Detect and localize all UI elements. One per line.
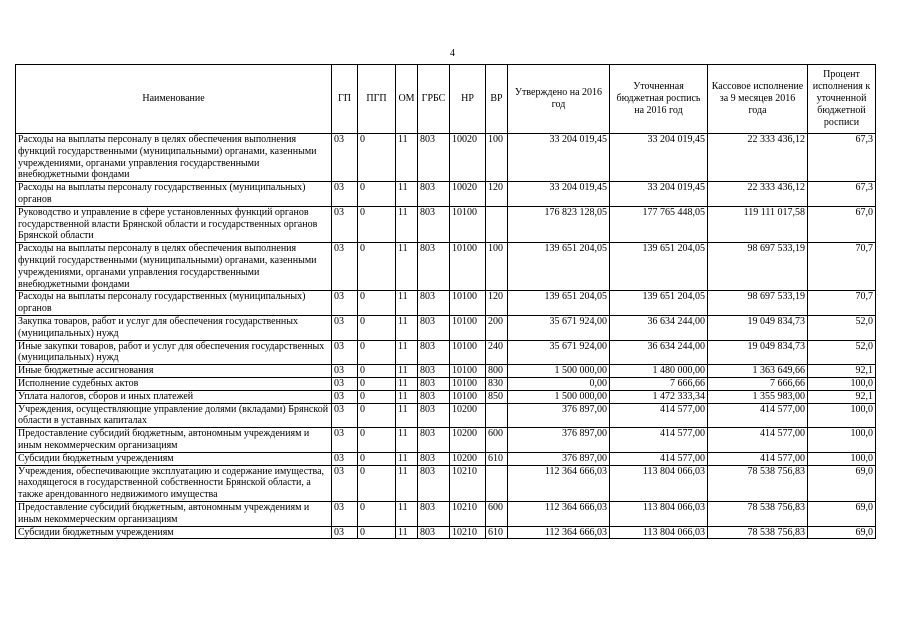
cell-om: 11 (396, 206, 418, 242)
cell-refined: 113 804 066,03 (610, 526, 708, 539)
cell-pgp: 0 (358, 243, 396, 291)
cell-refined: 414 577,00 (610, 452, 708, 465)
cell-percent: 69,0 (808, 465, 876, 501)
cell-approved: 33 204 019,45 (508, 134, 610, 182)
cell-cash: 19 049 834,73 (708, 340, 808, 365)
cell-grbs: 803 (418, 365, 450, 378)
table-row (16, 134, 876, 182)
cell-gp: 03 (332, 243, 358, 291)
cell-om: 11 (396, 403, 418, 428)
cell-gp: 03 (332, 206, 358, 242)
table-row (16, 526, 876, 539)
cell-om: 11 (396, 526, 418, 539)
cell-pgp: 0 (358, 182, 396, 207)
cell-name: Предоставление субсидий бюджетным, автономным учреждениям и иным некоммерческим организациям (16, 428, 332, 453)
cell-refined: 7 666,66 (610, 377, 708, 390)
cell-refined: 113 804 066,03 (610, 465, 708, 501)
cell-refined: 36 634 244,00 (610, 340, 708, 365)
cell-percent: 52,0 (808, 315, 876, 340)
cell-np: 10210 (450, 526, 486, 539)
cell-vr: 800 (486, 365, 508, 378)
cell-pgp: 0 (358, 390, 396, 403)
cell-approved: 1 500 000,00 (508, 390, 610, 403)
cell-refined: 414 577,00 (610, 403, 708, 428)
cell-gp: 03 (332, 315, 358, 340)
cell-name: Руководство и управление в сфере установленных функций органов государственной власти Брянской области и государственных органов Брянской области (16, 206, 332, 242)
cell-pgp: 0 (358, 377, 396, 390)
cell-pgp: 0 (358, 501, 396, 526)
cell-gp: 03 (332, 452, 358, 465)
cell-np: 10200 (450, 452, 486, 465)
budget-table (15, 64, 876, 539)
cell-name: Расходы на выплаты персоналу в целях обеспечения выполнения функций государственными (муниципальными) органами, казенными учреждениями, органами управления государственными внебюджетными фондами (16, 134, 332, 182)
header-np: НР (450, 65, 486, 134)
cell-gp: 03 (332, 365, 358, 378)
cell-percent: 70,7 (808, 291, 876, 316)
cell-gp: 03 (332, 390, 358, 403)
cell-gp: 03 (332, 403, 358, 428)
cell-vr: 610 (486, 526, 508, 539)
cell-cash: 98 697 533,19 (708, 243, 808, 291)
table-row (16, 291, 876, 316)
cell-vr: 120 (486, 182, 508, 207)
cell-vr (486, 465, 508, 501)
cell-gp: 03 (332, 291, 358, 316)
table-row (16, 377, 876, 390)
cell-pgp: 0 (358, 206, 396, 242)
cell-np: 10210 (450, 501, 486, 526)
cell-grbs: 803 (418, 428, 450, 453)
header-pgp: ПГП (358, 65, 396, 134)
cell-grbs: 803 (418, 452, 450, 465)
table-row (16, 501, 876, 526)
cell-np: 10200 (450, 403, 486, 428)
cell-cash: 1 355 983,00 (708, 390, 808, 403)
cell-refined: 36 634 244,00 (610, 315, 708, 340)
table-header-row (16, 65, 876, 134)
cell-approved: 33 204 019,45 (508, 182, 610, 207)
cell-approved: 376 897,00 (508, 428, 610, 453)
header-vr: ВР (486, 65, 508, 134)
cell-om: 11 (396, 390, 418, 403)
cell-om: 11 (396, 377, 418, 390)
cell-cash: 119 111 017,58 (708, 206, 808, 242)
cell-name: Субсидии бюджетным учреждениям (16, 452, 332, 465)
cell-np: 10100 (450, 291, 486, 316)
cell-grbs: 803 (418, 243, 450, 291)
cell-cash: 414 577,00 (708, 403, 808, 428)
cell-percent: 69,0 (808, 526, 876, 539)
cell-approved: 376 897,00 (508, 452, 610, 465)
cell-refined: 177 765 448,05 (610, 206, 708, 242)
cell-approved: 112 364 666,03 (508, 465, 610, 501)
cell-refined: 1 472 333,34 (610, 390, 708, 403)
cell-refined: 33 204 019,45 (610, 134, 708, 182)
cell-om: 11 (396, 315, 418, 340)
cell-vr: 610 (486, 452, 508, 465)
cell-cash: 7 666,66 (708, 377, 808, 390)
table-row (16, 206, 876, 242)
cell-om: 11 (396, 182, 418, 207)
cell-np: 10100 (450, 315, 486, 340)
cell-percent: 69,0 (808, 501, 876, 526)
cell-grbs: 803 (418, 465, 450, 501)
cell-om: 11 (396, 340, 418, 365)
table-row (16, 340, 876, 365)
cell-approved: 112 364 666,03 (508, 501, 610, 526)
cell-vr (486, 206, 508, 242)
cell-approved: 176 823 128,05 (508, 206, 610, 242)
cell-cash: 78 538 756,83 (708, 501, 808, 526)
cell-name: Уплата налогов, сборов и иных платежей (16, 390, 332, 403)
cell-grbs: 803 (418, 501, 450, 526)
table-row (16, 390, 876, 403)
header-cash: Кассовое исполнение за 9 месяцев 2016 года (708, 65, 808, 134)
cell-vr: 830 (486, 377, 508, 390)
cell-cash: 414 577,00 (708, 452, 808, 465)
cell-approved: 139 651 204,05 (508, 291, 610, 316)
cell-percent: 52,0 (808, 340, 876, 365)
cell-name: Предоставление субсидий бюджетным, автономным учреждениям и иным некоммерческим организациям (16, 501, 332, 526)
cell-pgp: 0 (358, 291, 396, 316)
cell-cash: 1 363 649,66 (708, 365, 808, 378)
cell-percent: 70,7 (808, 243, 876, 291)
cell-pgp: 0 (358, 452, 396, 465)
cell-om: 11 (396, 365, 418, 378)
cell-grbs: 803 (418, 182, 450, 207)
header-grbs: ГРБС (418, 65, 450, 134)
cell-name: Субсидии бюджетным учреждениям (16, 526, 332, 539)
cell-om: 11 (396, 134, 418, 182)
cell-cash: 98 697 533,19 (708, 291, 808, 316)
header-name: Наименование (16, 65, 332, 134)
cell-name: Исполнение судебных актов (16, 377, 332, 390)
cell-np: 10020 (450, 134, 486, 182)
cell-np: 10100 (450, 206, 486, 242)
cell-vr: 240 (486, 340, 508, 365)
cell-vr: 600 (486, 501, 508, 526)
cell-refined: 33 204 019,45 (610, 182, 708, 207)
cell-percent: 92,1 (808, 365, 876, 378)
cell-vr: 120 (486, 291, 508, 316)
cell-grbs: 803 (418, 134, 450, 182)
cell-om: 11 (396, 501, 418, 526)
cell-pgp: 0 (358, 428, 396, 453)
cell-np: 10210 (450, 465, 486, 501)
table-row (16, 452, 876, 465)
cell-om: 11 (396, 291, 418, 316)
header-approved: Утверждено на 2016 год (508, 65, 610, 134)
table-row (16, 365, 876, 378)
cell-grbs: 803 (418, 291, 450, 316)
cell-cash: 22 333 436,12 (708, 182, 808, 207)
cell-vr (486, 403, 508, 428)
cell-percent: 100,0 (808, 428, 876, 453)
header-refined: Уточненная бюджетная роспись на 2016 год (610, 65, 708, 134)
cell-gp: 03 (332, 182, 358, 207)
cell-pgp: 0 (358, 403, 396, 428)
cell-percent: 100,0 (808, 377, 876, 390)
cell-refined: 139 651 204,05 (610, 243, 708, 291)
cell-grbs: 803 (418, 403, 450, 428)
table-row (16, 403, 876, 428)
table-body (16, 134, 876, 539)
cell-om: 11 (396, 243, 418, 291)
cell-name: Расходы на выплаты персоналу государственных (муниципальных) органов (16, 182, 332, 207)
cell-np: 10100 (450, 377, 486, 390)
cell-approved: 112 364 666,03 (508, 526, 610, 539)
cell-refined: 113 804 066,03 (610, 501, 708, 526)
cell-percent: 67,3 (808, 134, 876, 182)
cell-np: 10100 (450, 243, 486, 291)
cell-vr: 200 (486, 315, 508, 340)
cell-name: Закупка товаров, работ и услуг для обеспечения государственных (муниципальных) нужд (16, 315, 332, 340)
cell-approved: 376 897,00 (508, 403, 610, 428)
table-row (16, 243, 876, 291)
cell-om: 11 (396, 465, 418, 501)
cell-grbs: 803 (418, 206, 450, 242)
cell-refined: 139 651 204,05 (610, 291, 708, 316)
cell-om: 11 (396, 452, 418, 465)
cell-pgp: 0 (358, 340, 396, 365)
cell-name: Расходы на выплаты персоналу государственных (муниципальных) органов (16, 291, 332, 316)
cell-percent: 100,0 (808, 452, 876, 465)
header-om: ОМ (396, 65, 418, 134)
cell-np: 10200 (450, 428, 486, 453)
cell-percent: 67,3 (808, 182, 876, 207)
cell-np: 10100 (450, 365, 486, 378)
table-row (16, 315, 876, 340)
cell-approved: 1 500 000,00 (508, 365, 610, 378)
cell-approved: 0,00 (508, 377, 610, 390)
cell-name: Иные закупки товаров, работ и услуг для обеспечения государственных (муниципальных) нужд (16, 340, 332, 365)
cell-grbs: 803 (418, 315, 450, 340)
header-percent: Процент исполнения к уточненной бюджетной росписи (808, 65, 876, 134)
cell-vr: 100 (486, 243, 508, 291)
cell-approved: 35 671 924,00 (508, 340, 610, 365)
cell-percent: 92,1 (808, 390, 876, 403)
cell-gp: 03 (332, 501, 358, 526)
cell-refined: 414 577,00 (610, 428, 708, 453)
cell-np: 10100 (450, 390, 486, 403)
cell-gp: 03 (332, 377, 358, 390)
cell-pgp: 0 (358, 315, 396, 340)
cell-percent: 67,0 (808, 206, 876, 242)
cell-np: 10100 (450, 340, 486, 365)
header-gp: ГП (332, 65, 358, 134)
cell-gp: 03 (332, 340, 358, 365)
cell-refined: 1 480 000,00 (610, 365, 708, 378)
cell-cash: 78 538 756,83 (708, 526, 808, 539)
cell-np: 10020 (450, 182, 486, 207)
table-row (16, 465, 876, 501)
cell-cash: 19 049 834,73 (708, 315, 808, 340)
cell-grbs: 803 (418, 340, 450, 365)
cell-grbs: 803 (418, 526, 450, 539)
cell-vr: 850 (486, 390, 508, 403)
cell-approved: 35 671 924,00 (508, 315, 610, 340)
cell-pgp: 0 (358, 465, 396, 501)
cell-gp: 03 (332, 465, 358, 501)
cell-name: Расходы на выплаты персоналу в целях обеспечения выполнения функций государственными (муниципальными) органами, казенными учреждениями, органами управления государственными внебюджетными фондами (16, 243, 332, 291)
cell-percent: 100,0 (808, 403, 876, 428)
table-row (16, 428, 876, 453)
page-number: 4 (450, 48, 455, 59)
cell-cash: 414 577,00 (708, 428, 808, 453)
cell-grbs: 803 (418, 377, 450, 390)
cell-pgp: 0 (358, 526, 396, 539)
cell-cash: 78 538 756,83 (708, 465, 808, 501)
cell-gp: 03 (332, 526, 358, 539)
cell-vr: 100 (486, 134, 508, 182)
cell-grbs: 803 (418, 390, 450, 403)
cell-name: Учреждения, осуществляющие управление долями (вкладами) Брянской области в уставных капиталах (16, 403, 332, 428)
cell-pgp: 0 (358, 365, 396, 378)
cell-name: Иные бюджетные ассигнования (16, 365, 332, 378)
cell-cash: 22 333 436,12 (708, 134, 808, 182)
cell-pgp: 0 (358, 134, 396, 182)
table-row (16, 182, 876, 207)
cell-om: 11 (396, 428, 418, 453)
cell-name: Учреждения, обеспечивающие эксплуатацию и содержание имущества, находящегося в государственной собственности Брянской области, а также арендованного недвижимого имущества (16, 465, 332, 501)
cell-gp: 03 (332, 428, 358, 453)
cell-gp: 03 (332, 134, 358, 182)
cell-vr: 600 (486, 428, 508, 453)
cell-approved: 139 651 204,05 (508, 243, 610, 291)
